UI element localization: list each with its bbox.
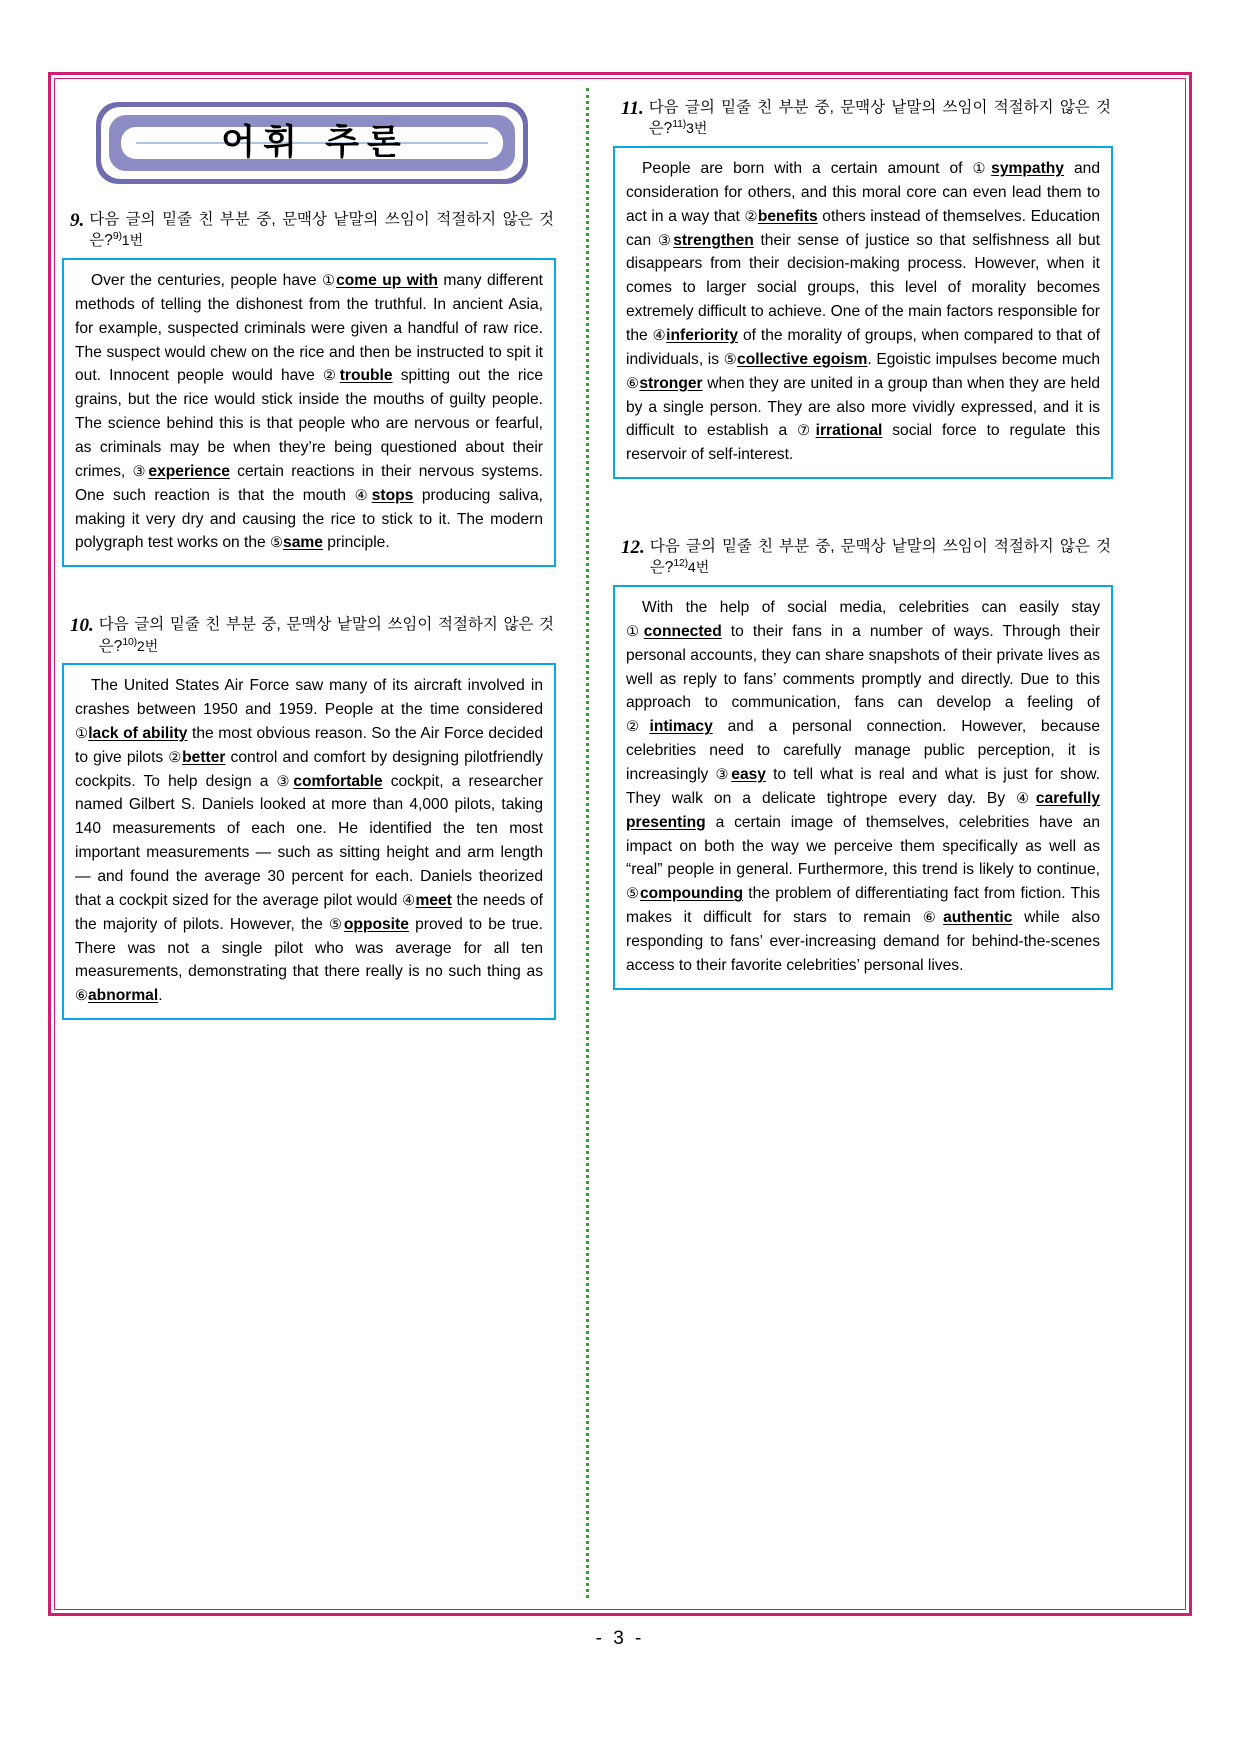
question-heading-10 — [62, 615, 556, 657]
question-number-12: 12. — [621, 537, 645, 559]
banner-layer-4 — [121, 122, 503, 163]
question-reference-11: 3번 — [686, 120, 708, 137]
question-footnote-marker-12: 12) — [673, 557, 688, 570]
question-prompt-text-10: 다음 글의 밑줄 친 부분 중, 문맥상 낱말의 쓰임이 적절하지 않은 것 — [98, 616, 554, 634]
question-prompt-tail-11 — [649, 118, 1111, 140]
banner-layer-3 — [109, 115, 515, 171]
question-prompt-text-12: 다음 글의 밑줄 친 부분 중, 문맥상 낱말의 쓰임이 적절하지 않은 것 — [649, 538, 1111, 556]
question-number-9: 9. — [70, 210, 85, 231]
question-prompt-tail-text-9: 은? — [89, 232, 113, 250]
question-footnote-marker-11: 11) — [672, 118, 687, 131]
question-heading-11 — [613, 98, 1113, 140]
question-block-12 — [613, 537, 1113, 990]
question-number-11: 11. — [621, 98, 644, 119]
question-prompt-11 — [649, 98, 1111, 140]
question-block-10 — [62, 615, 556, 1020]
question-footnote-marker-9: 9) — [112, 230, 122, 243]
passage-box-12: With the help of social media, celebrities can easily stay ①connected to their fans in a number of ways. Through their personal accounts, they can share snapshots of their private lives as well as reply to fans’ comments promptly and directly. Due to this approach to communication, fans can develop a feeling of ②intimacy and a personal connection. However, because celebrities need to carefully manage public perception, it is increasingly ③easy to tell what is real and what is just for show. They walk on a delicate tightrope every day. By ④carefully presenting a certain image of themselves, celebrities have an impact on both the way we perceive them specifically as well as “real” people in general. Furthermore, this trend is likely to continue, ⑤compounding the problem of differentiating fact from fiction. This makes it difficult for stars to remain ⑥authentic while also responding to fans’ ever-increasing demand for behind-the-scenes access to their favorite celebrities’ personal lives. — [613, 585, 1113, 990]
page-title: 어휘 추론 — [221, 122, 409, 163]
question-prompt-text-11: 다음 글의 밑줄 친 부분 중, 문맥상 낱말의 쓰임이 적절하지 않은 것 — [648, 99, 1111, 116]
question-prompt-10 — [99, 615, 554, 657]
question-block-9 — [62, 210, 556, 567]
question-prompt-12 — [650, 537, 1111, 579]
right-column — [613, 84, 1113, 1604]
question-prompt-tail-9 — [89, 230, 554, 252]
banner-layer-fill — [136, 122, 488, 163]
question-heading-12 — [613, 537, 1113, 579]
page-number: - 3 - — [595, 1628, 645, 1649]
banner-layer-2 — [101, 107, 523, 179]
passage-box-10: The United States Air Force saw many of its aircraft involved in crashes between 1950 and 1959. People at the time considered ①lack of ability the most obvious reason. So the Air Force decided to give pilots ②better control and comfort by designing pilotfriendly cockpits. To help design a ③comfortable cockpit, a researcher named Gilbert S. Daniels looked at more than 4,000 pilots, taking 140 measurements of each one. He identified the ten most important measurements — such as sitting height and arm length — and found the average 30 percent for each. Daniels theorized that a cockpit sized for the average pilot would ④meet the needs of the majority of pilots. However, the ⑤opposite proved to be true. There was not a single pilot who was average for all ten measurements, demonstrating that there really is no such thing as ⑥abnormal. — [62, 663, 556, 1020]
question-reference-10: 2번 — [136, 637, 159, 654]
question-prompt-tail-10 — [99, 636, 554, 658]
question-prompt-tail-text-10: 은? — [98, 637, 123, 655]
column-divider — [586, 88, 589, 1598]
question-reference-9: 1번 — [121, 232, 144, 249]
worksheet-content — [62, 84, 1178, 1604]
worksheet-title-banner — [96, 102, 528, 184]
question-footnote-marker-10: 10) — [122, 635, 137, 648]
question-reference-12: 4번 — [687, 559, 710, 576]
question-prompt-tail-text-12: 은? — [649, 559, 674, 577]
passage-box-9: Over the centuries, people have ①come up with many different methods of telling the dishonest from the truthful. In ancient Asia, for example, suspected criminals were given a handful of raw rice. The suspect would chew on the rice and then be instructed to spit it out. Innocent people would have ②trouble spitting out the rice grains, but the rice would stick inside the mouths of guilty people. The science behind this is that people who are nervous or fearful, as criminals may be when they’re being questioned about their crimes, ③experience certain reactions in their nervous systems. One such reaction is that the mouth ④stops producing saliva, making it very dry and causing the rice to stick to it. The modern polygraph test works on the ⑤same principle. — [62, 258, 556, 567]
question-number-10: 10. — [70, 615, 94, 637]
left-column — [62, 84, 562, 1604]
question-prompt-text-9: 다음 글의 밑줄 친 부분 중, 문맥상 낱말의 쓰임이 적절하지 않은 것 — [89, 211, 554, 228]
passage-box-11: People are born with a certain amount of ①sympathy and consideration for others, and this moral core can even lead them to act in a way that ②benefits others instead of themselves. Education can ③strengthen their sense of justice so that selfishness all but disappears from their decision-making process. However, when it comes to larger social groups, this level of morality becomes extremely difficult to achieve. One of the main factors responsible for the ④inferiority of the morality of groups, when compared to that of individuals, is ⑤collective egoism. Egoistic impulses become much ⑥stronger when they are united in a group than when they are held by a single person. They are also more vividly expressed, and it is difficult to establish a ⑦irrational social force to regulate this reservoir of self-interest. — [613, 146, 1113, 479]
banner-layer-outer — [96, 102, 528, 184]
question-heading-9 — [62, 210, 556, 252]
question-prompt-tail-text-11: 은? — [648, 120, 673, 138]
question-block-11 — [613, 98, 1113, 479]
question-prompt-tail-12 — [650, 557, 1111, 579]
question-prompt-9 — [89, 210, 554, 252]
